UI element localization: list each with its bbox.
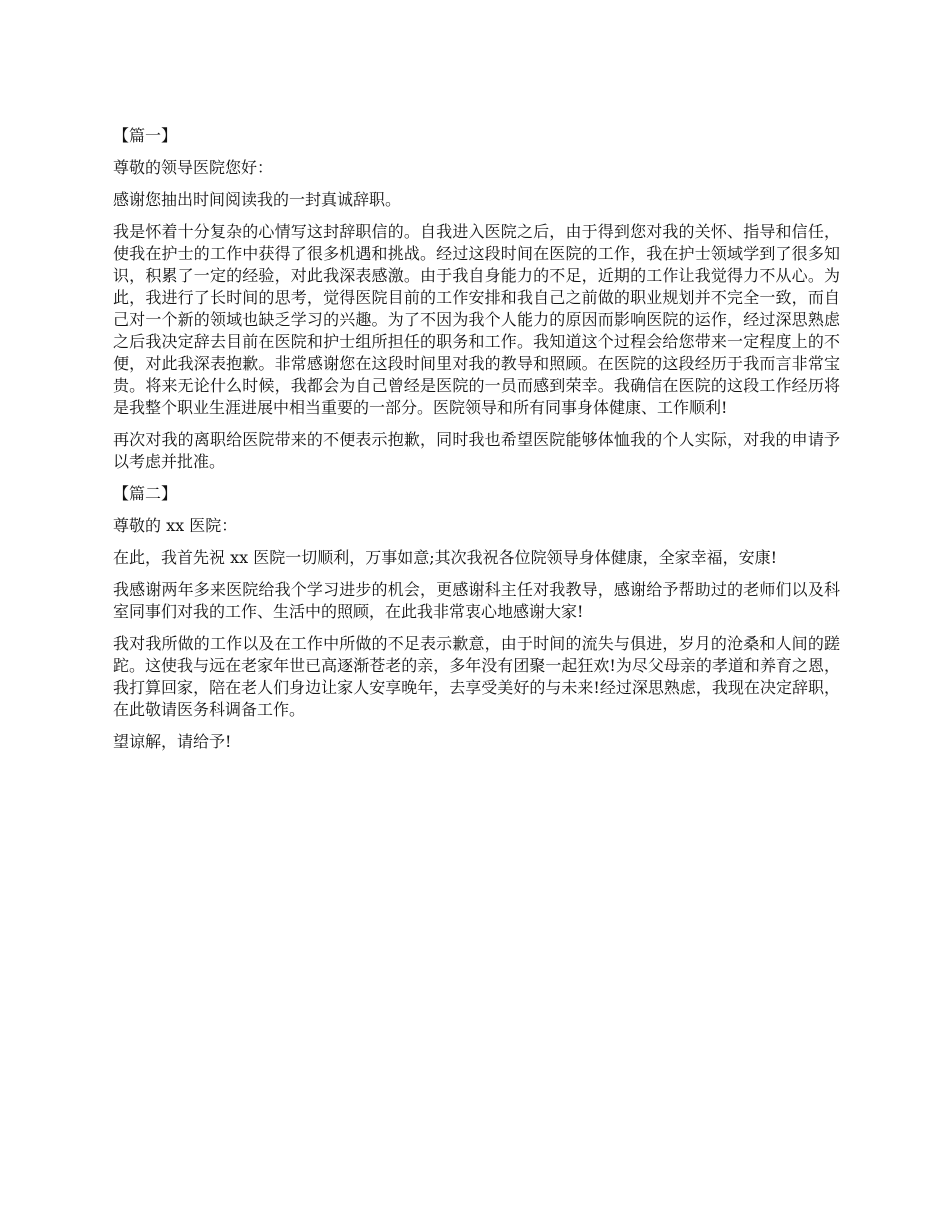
section-heading-2: 【篇二】: [113, 484, 178, 503]
paragraph-closing-1: 再次对我的离职给医院带来的不便表示抱歉，同时我也希望医院能够体恤我的个人实际，对我的申请予以考虑并批准。: [113, 430, 840, 471]
salutation-1: 尊敬的领导医院您好：: [113, 158, 274, 177]
paragraph-thanks: 感谢您抽出时间阅读我的一封真诚辞职。: [113, 190, 402, 209]
salutation-2: 尊敬的 xx 医院：: [113, 516, 238, 535]
section-heading-1: 【篇一】: [113, 126, 178, 145]
paragraph-main-2: 我对我所做的工作以及在工作中所做的不足表示歉意，由于时间的流失与俱进，岁月的沧桑和人间的蹉跎。这使我与远在老家年世已高逐渐苍老的亲，多年没有团聚一起狂欢!为尽父母亲的孝道和养育之恩，我打算回家，陪在老人们身边让家人安享晚年，去享受美好的与未来!经过深思熟虑，我现在决定辞职，在此敬请医务科调备工作。: [113, 634, 840, 719]
document-page: [113, 125, 840, 763]
paragraph-main-1: 我是怀着十分复杂的心情写这封辞职信的。自我进入医院之后，由于得到您对我的关怀、指导和信任，使我在护士的工作中获得了很多机遇和挑战。经过这段时间在医院的工作，我在护士领域学到了很多知识，积累了一定的经验，对此我深表感激。由于我自身能力的不足，近期的工作让我觉得力不从心。为此，我进行了长时间的思考，觉得医院目前的工作安排和我自己之前做的职业规划并不完全一致，而自己对一个新的领域也缺乏学习的兴趣。为了不因为我个人能力的原因而影响医院的运作，经过深思熟虑之后我决定辞去目前在医院和护士组所担任的职务和工作。我知道这个过程会给您带来一定程度上的不便，对此我深表抱歉。非常感谢您在这段时间里对我的教导和照顾。在医院的这段经历于我而言非常宝贵。将来无论什么时候，我都会为自己曾经是医院的一员而感到荣幸。我确信在医院的这段工作经历将是我整个职业生涯进展中相当重要的一部分。医院领导和所有同事身体健康、工作顺利!: [113, 222, 840, 417]
paragraph-greeting-2: 在此，我首先祝 xx 医院一切顺利，万事如意;其次我祝各位院领导身体健康，全家幸福，安康!: [113, 548, 778, 567]
paragraph-gratitude-2: 我感谢两年多来医院给我个学习进步的机会，更感谢科主任对我教导，感谢给予帮助过的老师们以及科室同事们对我的工作、生活中的照顾，在此我非常衷心地感谢大家!: [113, 580, 840, 621]
paragraph-closing-2: 望谅解，请给予!: [113, 732, 232, 751]
